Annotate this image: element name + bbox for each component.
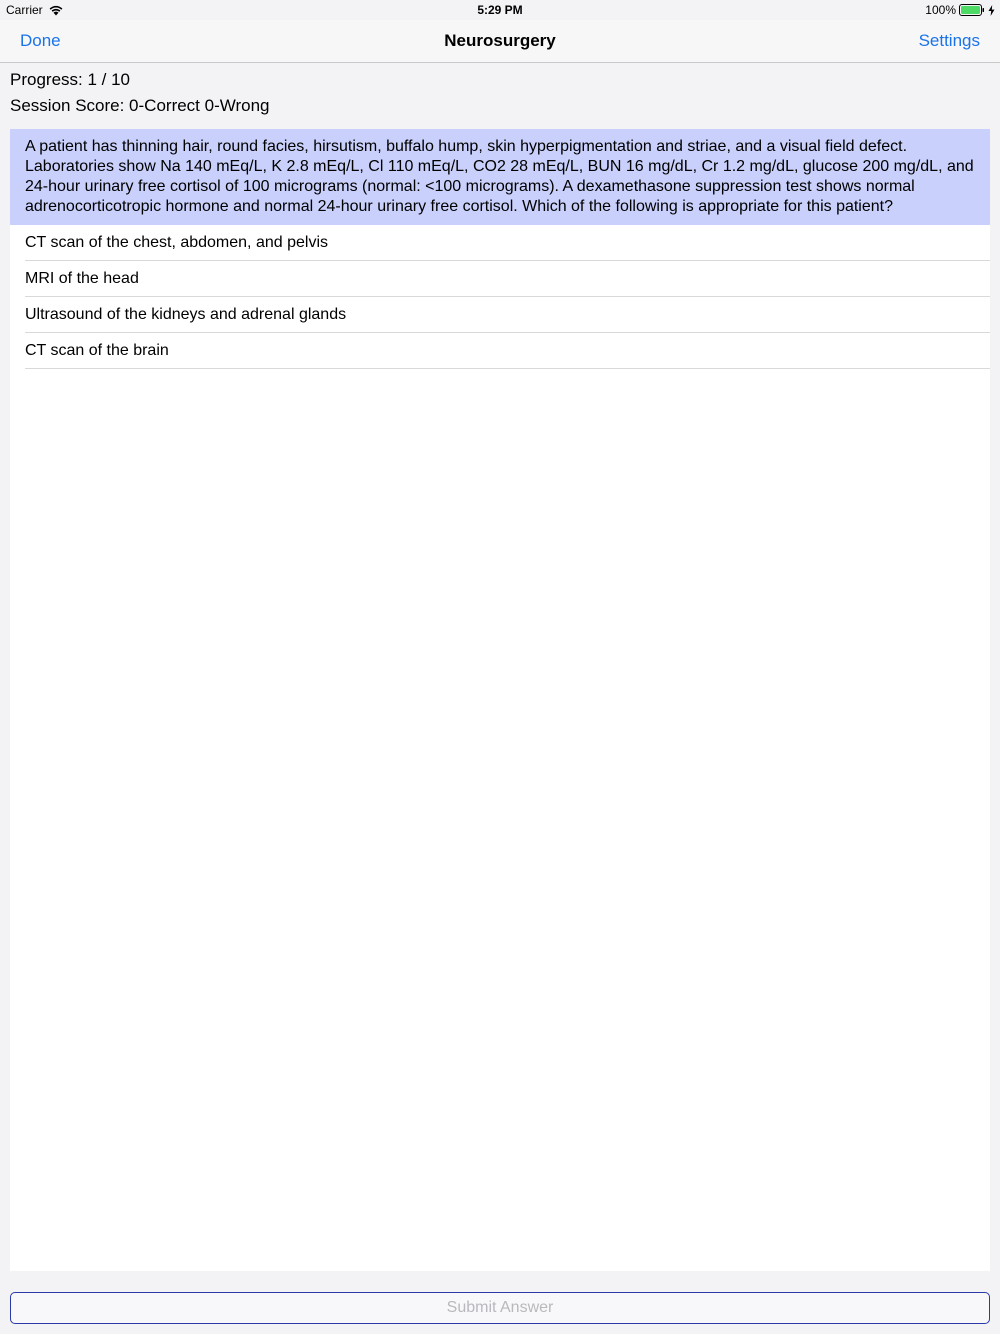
battery-indicator	[925, 3, 995, 17]
charging-bolt-icon	[988, 5, 995, 16]
battery-icon	[959, 4, 985, 16]
navigation-bar	[0, 20, 1000, 63]
question-card	[10, 129, 990, 1271]
page-title: Neurosurgery	[444, 31, 556, 50]
done-button[interactable]: Done	[20, 31, 61, 50]
session-score-label: Session Score: 0-Correct 0-Wrong	[10, 96, 270, 115]
answer-option[interactable]: CT scan of the brain	[25, 333, 990, 369]
session-info	[10, 67, 270, 119]
settings-button[interactable]: Settings	[918, 31, 980, 50]
submit-answer-button[interactable]: Submit Answer	[10, 1292, 990, 1324]
answer-option[interactable]: Ultrasound of the kidneys and adrenal glands	[25, 297, 990, 333]
battery-percent: 100%	[925, 3, 956, 17]
answer-option[interactable]: MRI of the head	[25, 261, 990, 297]
carrier-label: Carrier	[6, 3, 43, 17]
answer-option[interactable]: CT scan of the chest, abdomen, and pelvis	[25, 225, 990, 261]
progress-label: Progress: 1 / 10	[10, 70, 131, 89]
question-text: A patient has thinning hair, round facies, hirsutism, buffalo hump, skin hyperpigmentation and striae, and a visual field defect. Laboratories show Na 140 mEq/L, K 2.8 mEq/L, Cl 110 mEq/L, CO2 28 mEq/L, BUN 16 mg/dL, Cr 1.2 mg/dL, glucose 200 mg/dL, and 24-hour urinary free cortisol of 100 micrograms (normal: <100 micrograms). A dexamethasone suppression test shows normal adrenocorticotropic hormone and normal 24-hour urinary free cortisol. Which of the following is appropriate for this patient?	[10, 129, 990, 225]
status-bar	[0, 0, 1000, 20]
clock: 5:29 PM	[477, 3, 523, 17]
